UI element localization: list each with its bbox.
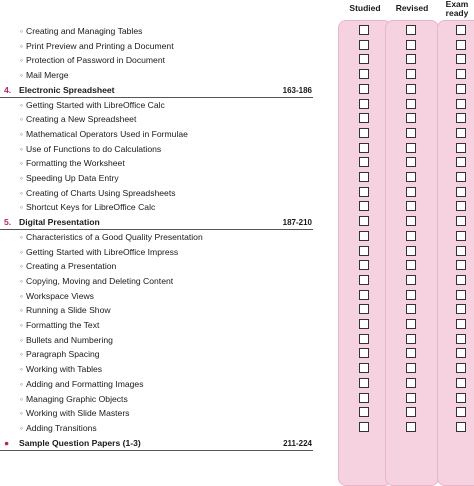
topic-label: Copying, Moving and Deleting Content: [26, 275, 174, 286]
section-title: Sample Question Papers (1-3): [19, 437, 141, 448]
revised-checkbox[interactable]: [406, 334, 416, 344]
bullet-icon: ◦: [20, 364, 24, 375]
revised-checkbox[interactable]: [406, 143, 416, 153]
topic-label: Creating a New Spreadsheet: [26, 114, 137, 125]
topic-label: Speeding Up Data Entry: [26, 173, 119, 183]
topic-row: [0, 274, 474, 289]
topic-label: Use of Functions to do Calculations: [26, 143, 162, 154]
studied-checkbox[interactable]: [359, 260, 369, 270]
exam-ready-checkbox[interactable]: [456, 157, 466, 167]
revised-checkbox[interactable]: [406, 290, 416, 300]
topic-row: [0, 24, 474, 39]
topic-row: [0, 171, 474, 186]
revised-checkbox[interactable]: [406, 407, 416, 417]
topic-row: [0, 333, 474, 348]
studied-checkbox[interactable]: [359, 304, 369, 314]
studied-checkbox[interactable]: [359, 172, 369, 182]
topic-row: [0, 112, 474, 127]
exam-ready-checkbox[interactable]: [456, 99, 466, 109]
exam-ready-checkbox[interactable]: [456, 128, 466, 138]
topic-label: Adding Transitions: [26, 422, 97, 433]
topic-row: [0, 347, 474, 362]
exam-ready-checkbox[interactable]: [456, 201, 466, 211]
bullet-icon: ◦: [20, 99, 24, 110]
studied-checkbox[interactable]: [359, 40, 369, 50]
topic-row: [0, 377, 474, 392]
exam-ready-checkbox[interactable]: [456, 407, 466, 417]
exam-ready-checkbox[interactable]: [456, 84, 466, 94]
topic-row: [0, 98, 474, 113]
bullet-icon: ◦: [20, 349, 24, 360]
section-number: 4.: [4, 84, 12, 95]
topic-row: [0, 303, 474, 318]
topic-label: Creating of Charts Using Spreadsheets: [26, 187, 176, 198]
revised-checkbox[interactable]: [406, 157, 416, 167]
exam-ready-checkbox[interactable]: [456, 260, 466, 270]
studied-checkbox[interactable]: [359, 348, 369, 358]
topic-row: [0, 362, 474, 377]
revised-checkbox[interactable]: [406, 99, 416, 109]
bullet-icon: ◦: [20, 114, 24, 125]
bullet-icon: ◦: [20, 158, 24, 169]
topic-label: Mathematical Operators Used in Formulae: [26, 128, 188, 139]
bullet-icon: ◦: [20, 305, 24, 316]
bullet-icon: ◦: [20, 55, 24, 66]
exam-ready-checkbox[interactable]: [456, 378, 466, 388]
topic-label: Running a Slide Show: [26, 305, 111, 316]
section-row: [0, 83, 474, 98]
topic-row: [0, 200, 474, 215]
topic-label: Getting Started with LibreOffice Impress: [26, 246, 179, 257]
bullet-icon: ◦: [20, 275, 24, 286]
section-row: [0, 436, 474, 451]
studied-header: Studied: [349, 3, 381, 13]
section-divider: [0, 450, 313, 451]
topic-label: Mail Merge: [26, 70, 69, 81]
section-number: ●: [4, 437, 10, 448]
studied-checkbox[interactable]: [359, 363, 369, 373]
studied-checkbox[interactable]: [359, 378, 369, 388]
exam-ready-checkbox[interactable]: [456, 187, 466, 197]
studied-checkbox[interactable]: [359, 216, 369, 226]
topic-label: Getting Started with LibreOffice Calc: [26, 99, 165, 110]
topic-label: Characteristics of a Good Quality Presentation: [26, 231, 203, 242]
topic-label: Formatting the Text: [26, 320, 100, 330]
topic-label: Formatting the Worksheet: [26, 158, 125, 169]
exam-ready-checkbox[interactable]: [456, 172, 466, 182]
studied-checkbox[interactable]: [359, 143, 369, 153]
exam-ready-checkbox[interactable]: [456, 216, 466, 226]
topic-row: [0, 421, 474, 436]
studied-checkbox[interactable]: [359, 69, 369, 79]
exam-ready-checkbox[interactable]: [456, 290, 466, 300]
exam-ready-checkbox[interactable]: [456, 69, 466, 79]
revised-checkbox[interactable]: [406, 84, 416, 94]
bullet-icon: ◦: [20, 320, 24, 330]
section-title: Electronic Spreadsheet: [19, 84, 115, 95]
studied-checkbox[interactable]: [359, 290, 369, 300]
exam-ready-checkbox[interactable]: [456, 54, 466, 64]
topic-row: [0, 406, 474, 421]
studied-checkbox[interactable]: [359, 201, 369, 211]
topic-label: Creating and Managing Tables: [26, 26, 143, 36]
page-range: 211-224: [283, 438, 312, 448]
revised-checkbox[interactable]: [406, 378, 416, 388]
studied-checkbox[interactable]: [359, 157, 369, 167]
bullet-icon: ◦: [20, 378, 24, 389]
bullet-icon: ◦: [20, 70, 24, 81]
topic-row: [0, 259, 474, 274]
revised-header: Revised: [395, 3, 429, 13]
studied-checkbox[interactable]: [359, 319, 369, 329]
exam-ready-checkbox[interactable]: [456, 231, 466, 241]
exam-ready-checkbox[interactable]: [456, 363, 466, 373]
topic-label: Managing Graphic Objects: [26, 393, 128, 404]
studied-checkbox[interactable]: [359, 393, 369, 403]
topic-row: [0, 392, 474, 407]
bullet-icon: ◦: [20, 408, 24, 419]
bullet-icon: ◦: [20, 26, 24, 36]
revised-checkbox[interactable]: [406, 319, 416, 329]
page-range: 187-210: [282, 218, 312, 228]
section-title: Digital Presentation: [19, 217, 100, 228]
exam-ready-checkbox[interactable]: [456, 334, 466, 344]
exam-ready-checkbox[interactable]: [456, 113, 466, 123]
revised-checkbox[interactable]: [406, 54, 416, 64]
topic-row: [0, 289, 474, 304]
revised-checkbox[interactable]: [406, 275, 416, 285]
exam-ready-checkbox[interactable]: [456, 319, 466, 329]
topic-label: Protection of Password in Document: [26, 55, 165, 66]
bullet-icon: ◦: [20, 202, 24, 213]
exam-ready-checkbox[interactable]: [456, 348, 466, 358]
bullet-icon: ◦: [20, 261, 24, 272]
topic-row: [0, 186, 474, 201]
revised-checkbox[interactable]: [406, 128, 416, 138]
studied-checkbox[interactable]: [359, 99, 369, 109]
bullet-icon: ◦: [20, 128, 24, 139]
topic-label: Workspace Views: [26, 290, 94, 301]
studied-checkbox[interactable]: [359, 187, 369, 197]
topic-row: [0, 68, 474, 83]
bullet-icon: ◦: [20, 422, 24, 433]
topic-row: [0, 53, 474, 68]
revised-checkbox[interactable]: [406, 304, 416, 314]
studied-checkbox[interactable]: [359, 231, 369, 241]
exam-ready-checkbox[interactable]: [456, 393, 466, 403]
bullet-icon: ◦: [20, 290, 24, 301]
bullet-icon: ◦: [20, 187, 24, 198]
section-row: [0, 215, 474, 230]
topic-row: [0, 127, 474, 142]
bullet-icon: ◦: [20, 231, 24, 242]
studied-checkbox[interactable]: [359, 246, 369, 256]
bullet-icon: ◦: [20, 246, 24, 257]
studied-checkbox[interactable]: [359, 334, 369, 344]
exam-ready-checkbox[interactable]: [456, 246, 466, 256]
bullet-icon: ◦: [20, 334, 24, 345]
topic-label: Bullets and Numbering: [26, 334, 113, 345]
revised-checkbox[interactable]: [406, 422, 416, 432]
revised-checkbox[interactable]: [406, 113, 416, 123]
bullet-icon: ◦: [20, 173, 24, 183]
topic-label: Working with Tables: [26, 364, 103, 375]
bullet-icon: ◦: [20, 40, 24, 51]
studied-checkbox[interactable]: [359, 275, 369, 285]
studied-checkbox[interactable]: [359, 84, 369, 94]
exam-ready-header: Exam ready: [445, 0, 469, 18]
revised-checkbox[interactable]: [406, 25, 416, 35]
revised-checkbox[interactable]: [406, 363, 416, 373]
revised-checkbox[interactable]: [406, 231, 416, 241]
topic-row: [0, 39, 474, 54]
exam-ready-checkbox[interactable]: [456, 25, 466, 35]
exam-ready-checkbox[interactable]: [456, 275, 466, 285]
studied-checkbox[interactable]: [359, 407, 369, 417]
studied-checkbox[interactable]: [359, 54, 369, 64]
revised-checkbox[interactable]: [406, 246, 416, 256]
page-range: 163-186: [282, 85, 312, 95]
exam-ready-checkbox[interactable]: [456, 40, 466, 50]
revised-checkbox[interactable]: [406, 393, 416, 403]
revised-checkbox[interactable]: [406, 260, 416, 270]
topic-row: [0, 318, 474, 333]
revised-checkbox[interactable]: [406, 348, 416, 358]
studied-checkbox[interactable]: [359, 25, 369, 35]
bullet-icon: ◦: [20, 393, 24, 404]
section-number: 5.: [4, 217, 12, 228]
studied-checkbox[interactable]: [359, 113, 369, 123]
revised-checkbox[interactable]: [406, 201, 416, 211]
revised-checkbox[interactable]: [406, 172, 416, 182]
revised-checkbox[interactable]: [406, 216, 416, 226]
exam-ready-checkbox[interactable]: [456, 304, 466, 314]
topic-label: Adding and Formatting Images: [26, 378, 144, 389]
topic-label: Creating a Presentation: [26, 261, 117, 272]
topic-label: Paragraph Spacing: [26, 349, 100, 360]
bullet-icon: ◦: [20, 143, 24, 154]
revised-checkbox[interactable]: [406, 69, 416, 79]
studied-checkbox[interactable]: [359, 422, 369, 432]
topic-label: Print Preview and Printing a Document: [26, 40, 174, 51]
topic-label: Shortcut Keys for LibreOffice Calc: [26, 202, 156, 213]
topic-row: [0, 156, 474, 171]
revised-checkbox[interactable]: [406, 187, 416, 197]
topic-row: [0, 230, 474, 245]
revised-checkbox[interactable]: [406, 40, 416, 50]
exam-ready-checkbox[interactable]: [456, 143, 466, 153]
topic-label: Working with Slide Masters: [26, 408, 130, 419]
exam-ready-checkbox[interactable]: [456, 422, 466, 432]
topic-row: [0, 245, 474, 260]
studied-checkbox[interactable]: [359, 128, 369, 138]
topic-row: [0, 142, 474, 157]
